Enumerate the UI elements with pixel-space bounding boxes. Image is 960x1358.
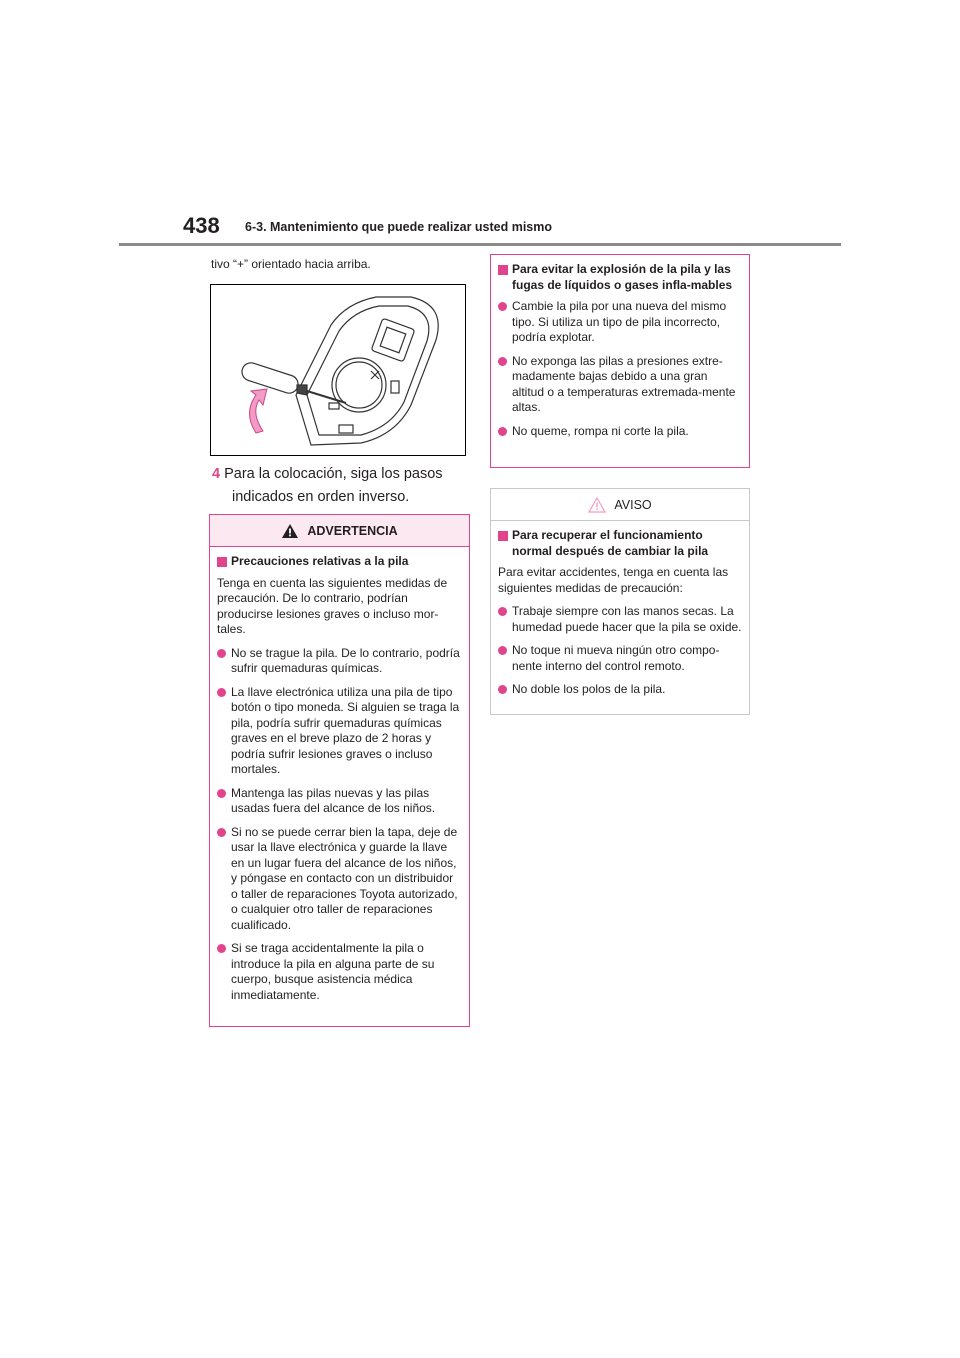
list-item: No exponga las pilas a presiones extre-madamente bajas debido a una gran altitud o a temperaturas extremada-mente altas. — [498, 354, 742, 416]
list-item: No queme, rompa ni corte la pila. — [498, 424, 742, 440]
square-bullet-icon — [498, 531, 508, 541]
warning-box-continued — [490, 254, 750, 468]
warning-box — [209, 514, 470, 1027]
list-item: No toque ni mueva ningún otro compo-nente interno del control remoto. — [498, 643, 742, 674]
battery-removal-illustration-icon — [211, 285, 465, 455]
warning-header — [210, 515, 469, 547]
list-item: No doble los polos de la pila. — [498, 682, 742, 698]
notice-box — [490, 488, 750, 715]
warning-right-subheading: Para evitar la explosión de la pila y las fugas de líquidos o gases infla-mables — [498, 262, 742, 293]
list-item: No se trague la pila. De lo contrario, podría sufrir quemaduras químicas. — [217, 646, 462, 677]
bullet-dot-icon — [217, 688, 226, 697]
list-item: Trabaje siempre con las manos secas. La humedad puede hacer que la pila se oxide. — [498, 604, 742, 635]
step-4 — [212, 463, 472, 509]
warning-subheading: Precauciones relativas a la pila — [217, 554, 462, 570]
header-divider — [119, 243, 841, 246]
square-bullet-icon — [217, 557, 227, 567]
bullet-dot-icon — [498, 607, 507, 616]
step-text-line1: Para la colocación, siga los pasos — [224, 466, 443, 482]
bullet-dot-icon — [217, 944, 226, 953]
battery-figure — [210, 284, 466, 456]
warning-triangle-icon — [281, 523, 299, 539]
list-item: La llave electrónica utiliza una pila de tipo botón o tipo moneda. Si alguien se traga la pila, podría sufrir quemaduras químicas graves en el breve plazo de 2 horas y podría sufrir lesiones graves o incluso mortales. — [217, 685, 462, 778]
list-item: Si no se puede cerrar bien la tapa, deje de usar la llave electrónica y guarde la llave en un lugar fuera del alcance de los niños, y póngase en contacto con un distribuidor o taller de reparaciones Toyota autorizado, o cualquier otro taller de reparaciones cualificado. — [217, 825, 462, 934]
list-item: Si se traga accidentalmente la pila o introduce la pila en alguna parte de su cuerpo, busque asistencia médica inmediatamente. — [217, 941, 462, 1003]
bullet-dot-icon — [217, 789, 226, 798]
notice-paragraph: Para evitar accidentes, tenga en cuenta las siguientes medidas de precaución: — [498, 565, 729, 595]
bullet-dot-icon — [498, 685, 507, 694]
bullet-dot-icon — [498, 427, 507, 436]
square-bullet-icon — [498, 265, 508, 275]
page-number: 438 — [183, 213, 220, 238]
bullet-dot-icon — [498, 302, 507, 311]
step-number: 4 — [212, 466, 221, 482]
bullet-dot-icon — [217, 649, 226, 658]
intro-text: tivo “+” orientado hacia arriba. — [211, 257, 371, 271]
warning-title: ADVERTENCIA — [307, 523, 398, 538]
step-text-line2: indicados en orden inverso. — [232, 489, 410, 505]
list-item: Cambie la pila por una nueva del mismo tipo. Si utiliza un tipo de pila incorrecto, podría explotar. — [498, 299, 742, 346]
bullet-dot-icon — [498, 357, 507, 366]
caution-triangle-icon — [588, 497, 606, 513]
notice-subheading: Para recuperar el funcionamiento normal después de cambiar la pila — [498, 528, 742, 559]
section-title: 6-3. Mantenimiento que puede realizar usted mismo — [245, 220, 553, 234]
notice-header — [491, 489, 749, 521]
list-item: Mantenga las pilas nuevas y las pilas usadas fuera del alcance de los niños. — [217, 786, 462, 817]
warning-paragraph: Tenga en cuenta las siguientes medidas de precaución. De lo contrario, podrían producirse lesiones graves o incluso mor-tales. — [217, 575, 448, 636]
bullet-dot-icon — [217, 828, 226, 837]
notice-title: AVISO — [614, 497, 652, 512]
bullet-dot-icon — [498, 646, 507, 655]
